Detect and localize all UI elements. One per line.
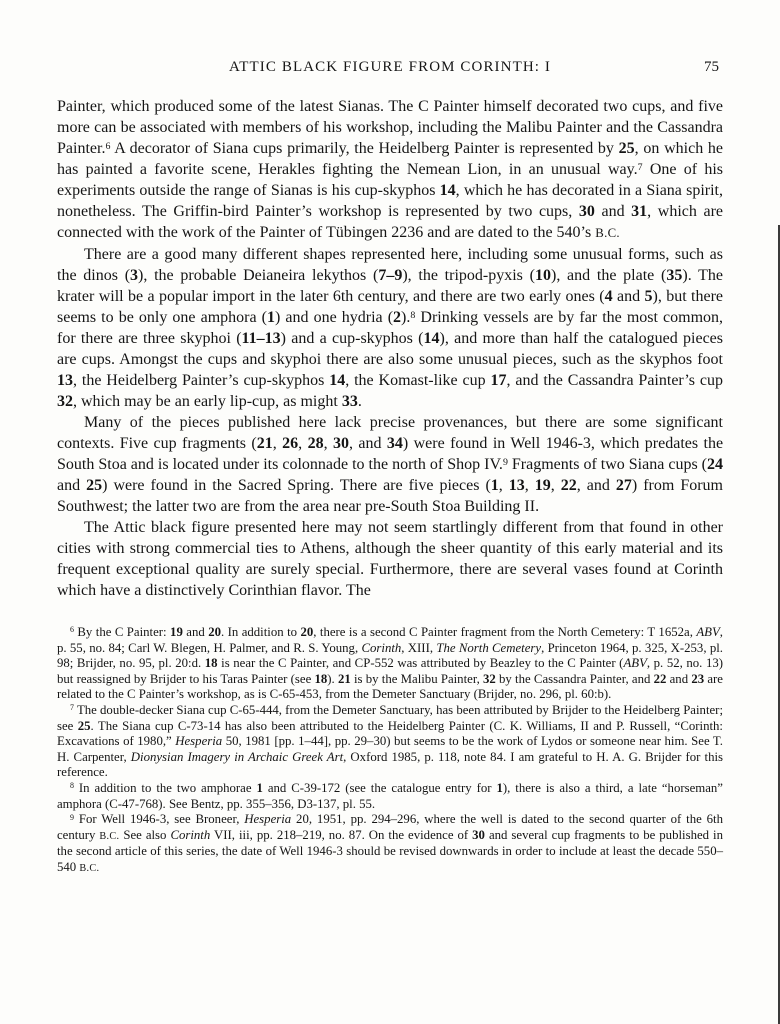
page-header [57, 58, 723, 76]
page-number: 75 [704, 59, 719, 75]
footnote: $^6$ By the C Painter: 19 and 20. In addition to 20, there is a second C Painter fragment from the North Cemetery: T 1652a, ABV, p. 55, no. 84; Carl W. Blegen, H. Palmer, and R. S. Young, Corinth, XIII, The North Cemetery, Princeton 1964, p. 325, X-253, pl. 98; Brijder, no. 95, pl. 20:d. 18 is near the C Painter, and CP-552 was attributed by Beazley to the C Painter (ABV, p. 52, no. 13) but reassigned by Brijder to his Taras Painter (see 18). 21 is by the Malibu Painter, 32 by the Cassandra Painter, and 22 and 23 are related to the C Painter’s workshop, as is C-65-453, from the Demeter Sanctuary (Brijder, no. 296, pl. 60:b). [57, 625, 723, 702]
paragraph: Many of the pieces published here lack precise provenances, but there are some significant contexts. Five cup fragments (21, 26, 28, 30, and 34) were found in Well 1946-3, which predates the South Stoa and is located under its colonnade to the north of Shop IV.$^9$ Fragments of two Siana cups (24 and 25) were found in the Sacred Spring. There are five pieces (1, 13, 19, 22, and 27) from Forum Southwest; the latter two are from the area near pre-South Stoa Building II. [57, 414, 724, 515]
body-paragraphs [57, 96, 723, 601]
footnote: $^8$ In addition to the two amphorae 1 and C-39-172 (see the catalogue entry for 1), there is also a third, a late “horseman” amphora (C-47-768). See Bentz, pp. 355–356, D3-137, pl. 55. [57, 780, 723, 811]
paragraph: Painter, which produced some of the latest Sianas. The C Painter himself decorated two cups, and five more can be associated with members of his workshop, including the Malibu Painter and the Cassandra Painter.$^6$ A decorator of Siana cups primarily, the Heidelberg Painter is represented by 25, on which he has painted a favorite scene, Herakles fighting the Nemean Lion, in an unusual way.$^7$ One of his experiments outside the range of Sianas is his cup-skyphos 14, which he has decorated in a Siana spirit, nonetheless. The Griffin-bird Painter’s workshop is represented by two cups, 30 and 31, which are connected with the work of the Painter of Tübingen 2236 and are dated to the 540’s B.C. [57, 98, 724, 241]
footnotes [57, 625, 723, 877]
paragraph: There are a good many different shapes represented here, including some unusual forms, such as the dinos (3), the probable Deianeira lekythos (7–9), the tripod-pyxis (10), and the plate (35). The krater will be a popular import in the later 6th century, and there are two early ones (4 and 5), but there seems to be only one amphora (1) and one hydria (2).$^8$ Drinking vessels are by far the most common, for there are three skyphoi (11–13) and a cup-skyphos (14), and more than half the catalogued pieces are cups. Amongst the cups and skyphoi there are also some unusual pieces, such as the skyphos foot 13, the Heidelberg Painter’s cup-skyphos 14, the Komast-like cup 17, and the Cassandra Painter’s cup 32, which may be an early lip-cup, as might 33. [57, 246, 724, 410]
footnote: $^9$ For Well 1946-3, see Broneer, Hesperia 20, 1951, pp. 294–296, where the well is dated to the second quarter of the 6th century B.C. See also Corinth VII, iii, pp. 218–219, no. 87. On the evidence of 30 and several cup fragments to be published in the second article of this series, the date of Well 1946-3 should be revised downwards in order to include at least the decade 550–540 B.C. [57, 812, 724, 874]
running-title: ATTIC BLACK FIGURE FROM CORINTH: I [229, 59, 551, 75]
paragraph: The Attic black figure presented here may not seem startlingly different from that found in other cities with strong commercial ties to Athens, although the sheer quantity of this early material and its frequent exceptional quality are surely special. Furthermore, there are several vases found at Corinth which have a distinctively Corinthian flavor. The [57, 519, 723, 599]
footnote: $^7$ The double-decker Siana cup C-65-444, from the Demeter Sanctuary, has been attributed by Brijder to the Heidelberg Painter; see 25. The Siana cup C-73-14 has also been attributed to the Heidelberg Painter (C. K. Williams, II and P. Russell, “Corinth: Excavations of 1980,” Hesperia 50, 1981 [pp. 1–44], pp. 29–30) but seems to be the work of Lydos or someone near him. See T. H. Carpenter, Dionysian Imagery in Archaic Greek Art, Oxford 1985, p. 118, note 84. I am grateful to H. A. G. Brijder for this reference. [57, 702, 723, 780]
